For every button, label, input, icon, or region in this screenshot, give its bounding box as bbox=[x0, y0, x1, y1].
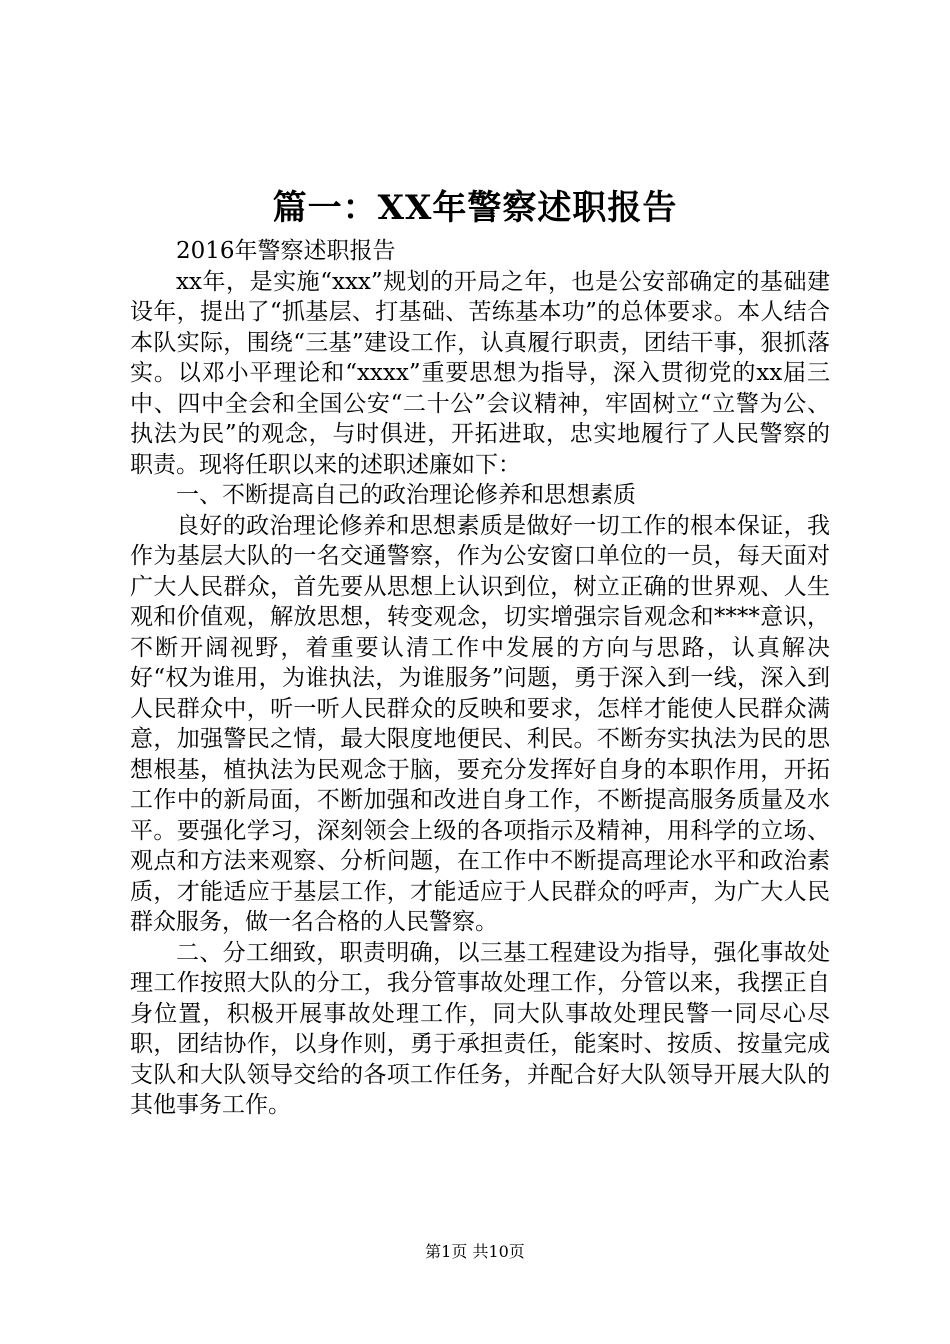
subtitle-paragraph: 2016年警察述职报告 bbox=[176, 238, 396, 264]
document-body bbox=[130, 236, 830, 1121]
section-heading-1: 一、不断提高自己的政治理论修养和思想素质 bbox=[176, 482, 636, 508]
section-1-paragraph: 良好的政治理论修养和思想素质是做好一切工作的根本保证，我作为基层大队的一名交通警察，作为公安窗口单位的一员，每天面对广大人民群众，首先要从思想上认识到位，树立正确的世界观、人生观和价值观，解放思想，转变观念，切实增强宗旨观念和****意识，不断开阔视野，着重要认清工作中发展的方向与思路，认真解决好“权为谁用，为谁执法，为谁服务”问题，勇于深入到一线，深入到人民群众中，听一听人民群众的反映和要求，怎样才能使人民群众满意，加强警民之情，最大限度地便民、利民。不断夯实执法为民的思想根基，植执法为民观念于脑，要充分发挥好自身的本职作用，开拓工作中的新局面，不断加强和改进自身工作，不断提高服务质量及水平。要强化学习，深刻领会上级的各项指示及精神，用科学的立场、观点和方法来观察、分析问题，在工作中不断提高理论水平和政治素质，才能适应于基层工作，才能适应于人民群众的呼声，为广大人民群众服务，做一名合格的人民警察。 bbox=[130, 512, 830, 935]
page-footer: 第1页 共10页 bbox=[425, 1242, 525, 1261]
document-title: 篇一：XX年警察述职报告 bbox=[272, 188, 678, 228]
section-heading-2-paragraph: 二、分工细致，职责明确，以三基工程建设为指导，强化事故处理工作按照大队的分工，我分管事故处理工作，分管以来，我摆正自身位置，积极开展事故处理工作，同大队事故处理民警一同尽心尽职，团结协作，以身作则，勇于承担责任，能案时、按质、按量完成支队和大队领导交给的各项工作任务，并配合好大队领导开展大队的其他事务工作。 bbox=[130, 939, 830, 1118]
intro-paragraph: xx年，是实施“xxx”规划的开局之年，也是公安部确定的基础建设年，提出了“抓基层、打基础、苦练基本功”的总体要求。本人结合本队实际，围绕“三基”建设工作，认真履行职责，团结干事，狠抓落实。以邓小平理论和“xxxx”重要思想为指导，深入贯彻党的xx届三中、四中全会和全国公安“二十公”会议精神，牢固树立“立警为公、执法为民”的观念，与时俱进，开拓进取，忠实地履行了人民警察的职责。现将任职以来的述职述廉如下： bbox=[130, 268, 830, 478]
